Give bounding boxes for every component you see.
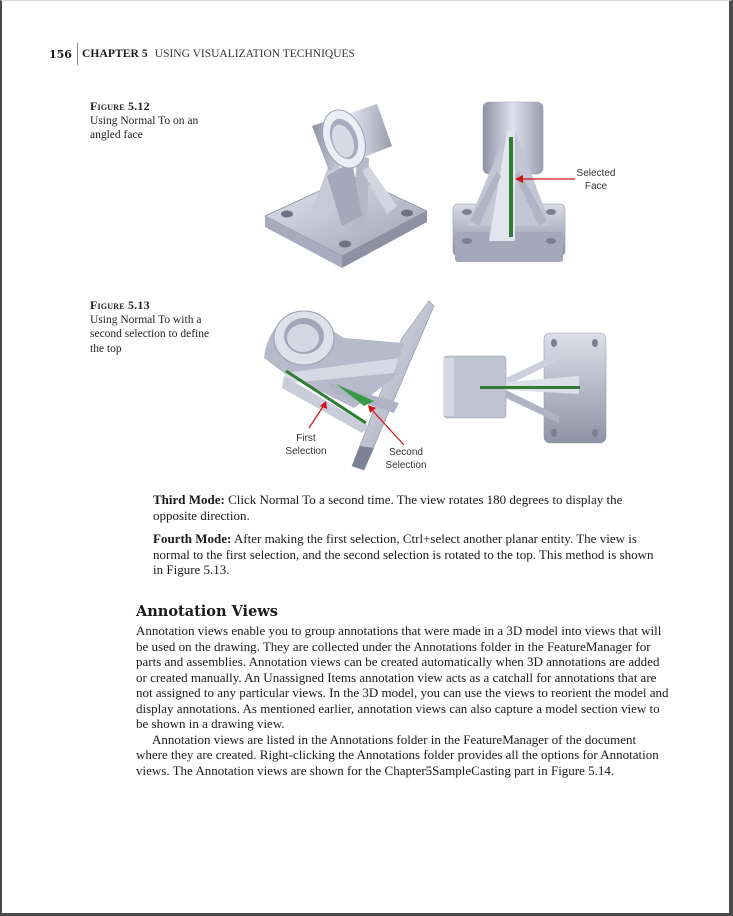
figure-number: [90, 298, 220, 313]
figure-5-12-image: [257, 96, 637, 271]
callout-line: Selection: [385, 460, 427, 471]
figure-caption-5-12: [90, 99, 220, 143]
page-number: 156: [49, 47, 72, 61]
callout-line: Face: [584, 181, 608, 192]
mode-title: Fourth Mode:: [153, 531, 232, 546]
isometric-bracket: [265, 104, 427, 268]
figure-caption-text: Using Normal To with a second selection to define the top: [90, 313, 210, 355]
mode-title: Third Mode:: [153, 492, 225, 507]
callout-line: First: [296, 433, 316, 444]
selected-face-highlight: [509, 137, 513, 237]
side-view-bracket: [444, 333, 606, 443]
section-heading: Annotation Views: [136, 603, 278, 620]
figure-label: Figure: [90, 99, 125, 113]
section-body: [136, 623, 671, 778]
chapter-title: USING VISUALIZATION TECHNIQUES: [154, 48, 355, 60]
callout-second-selection: [378, 446, 434, 472]
header-divider: [77, 43, 78, 65]
figure-number: [90, 99, 220, 114]
paragraph: Annotation views are listed in the Annotations folder in the FeatureManager of the document where they are created. Right-clicking the Annotations folder provides all the options for Annotation views. The Annotation views are shown for the Chapter5SampleCasting part in Figure 5.14.: [136, 731, 659, 778]
figure-number-value: 5.13: [127, 298, 150, 312]
figure-caption-5-13: [90, 298, 220, 356]
front-view-bracket: [453, 102, 565, 262]
callout-selected-face: [569, 167, 623, 193]
callout-first-selection: [278, 432, 334, 458]
figure-5-13-image: [254, 298, 614, 476]
figure-label: Figure: [90, 298, 125, 312]
paragraph: Annotation views enable you to group annotations that were made in a 3D model into views that will be used on the drawing. They are collected under the Annotations folder in the FeatureManager for parts and assemblies. Annotation views can be created automatically when 3D annotations are added or created manually. An Unassigned Items annotation view acts as a catchall for annotations that are not assigned to any particular views. In the 3D model, you can use the views to reorient the model and display annotations. As mentioned earlier, annotation views can also capture a model section view to be shown in a drawing view.: [136, 623, 669, 731]
paragraph-fourth-mode: [153, 531, 663, 578]
figure-caption-text: Using Normal To on an angled face: [90, 114, 199, 141]
selection-highlight: [480, 386, 580, 389]
figure-number-value: 5.12: [127, 99, 150, 113]
callout-line: Selection: [285, 446, 327, 457]
mode-text: Click Normal To a second time. The view rotates 180 degrees to display the opposite direction.: [153, 492, 623, 523]
paragraph-third-mode: [153, 492, 663, 523]
callout-arrow: [309, 405, 324, 428]
callout-line: Second: [389, 447, 423, 458]
chapter-label: CHAPTER 5: [82, 48, 148, 60]
callout-line: Selected: [576, 168, 616, 179]
mode-text: After making the first selection, Ctrl+select another planar entity. The view is normal to the first selection, and the second selection is rotated to the top. This method is shown in Figure 5.13.: [153, 531, 654, 577]
running-header: [49, 43, 355, 65]
